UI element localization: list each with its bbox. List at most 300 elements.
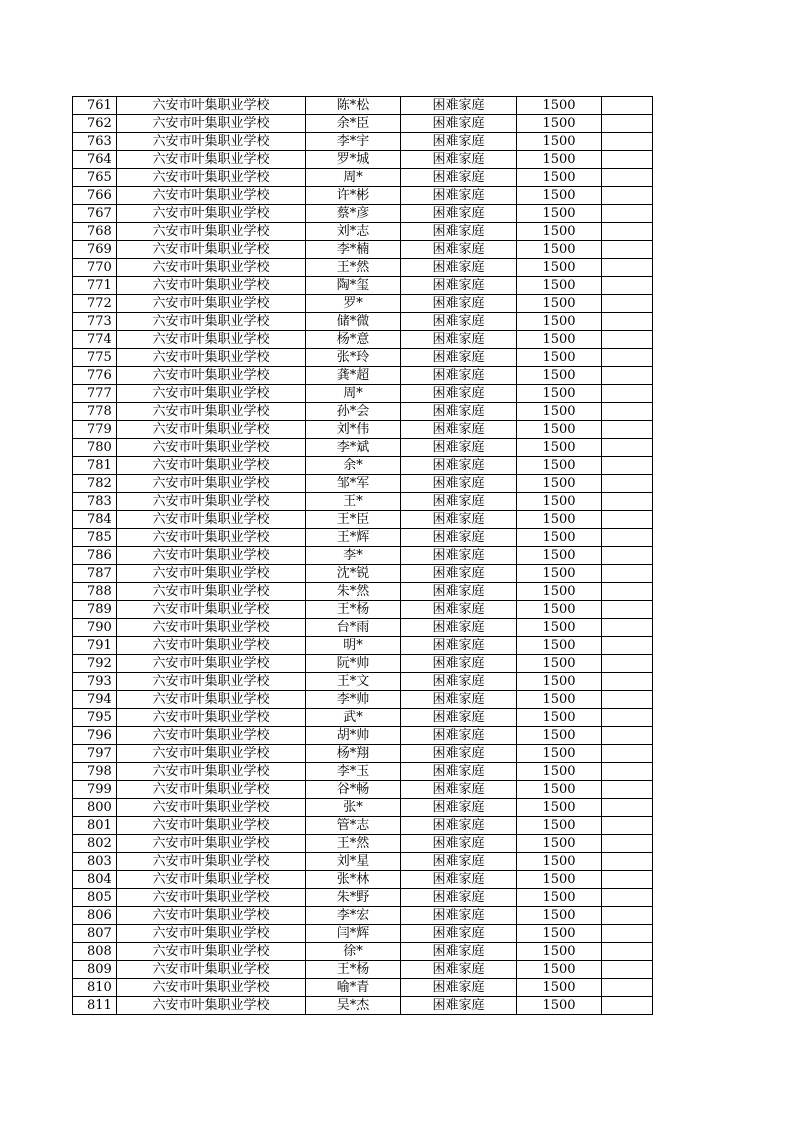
category-cell: 困难家庭 [401,151,517,169]
category-cell: 困难家庭 [401,817,517,835]
category-cell: 困难家庭 [401,529,517,547]
category-cell: 困难家庭 [401,979,517,997]
student-name-cell: 明* [306,637,401,655]
student-name-cell: 张* [306,799,401,817]
table-row [73,745,653,763]
school-cell: 六安市叶集职业学校 [117,763,306,781]
amount-cell: 1500 [517,367,602,385]
school-cell: 六安市叶集职业学校 [117,691,306,709]
category-cell: 困难家庭 [401,871,517,889]
school-cell: 六安市叶集职业学校 [117,799,306,817]
student-name-cell: 储*微 [306,313,401,331]
category-cell: 困难家庭 [401,277,517,295]
school-cell: 六安市叶集职业学校 [117,673,306,691]
amount-cell: 1500 [517,529,602,547]
student-name-cell: 胡*帅 [306,727,401,745]
table-row [73,475,653,493]
table-row [73,835,653,853]
note-cell [602,871,653,889]
student-name-cell: 陶*玺 [306,277,401,295]
row-number-cell: 796 [73,727,117,745]
category-cell: 困难家庭 [401,763,517,781]
table-row [73,853,653,871]
school-cell: 六安市叶集职业学校 [117,745,306,763]
table-row [73,709,653,727]
category-cell: 困难家庭 [401,205,517,223]
student-name-cell: 杨*翔 [306,745,401,763]
row-number-cell: 792 [73,655,117,673]
school-cell: 六安市叶集职业学校 [117,115,306,133]
category-cell: 困难家庭 [401,115,517,133]
row-number-cell: 766 [73,187,117,205]
student-name-cell: 王*辉 [306,529,401,547]
row-number-cell: 776 [73,367,117,385]
category-cell: 困难家庭 [401,853,517,871]
school-cell: 六安市叶集职业学校 [117,421,306,439]
row-number-cell: 808 [73,943,117,961]
school-cell: 六安市叶集职业学校 [117,403,306,421]
amount-cell: 1500 [517,493,602,511]
row-number-cell: 809 [73,961,117,979]
row-number-cell: 773 [73,313,117,331]
note-cell [602,385,653,403]
amount-cell: 1500 [517,241,602,259]
school-cell: 六安市叶集职业学校 [117,583,306,601]
school-cell: 六安市叶集职业学校 [117,619,306,637]
category-cell: 困难家庭 [401,421,517,439]
roster-body [73,97,653,1015]
note-cell [602,439,653,457]
note-cell [602,169,653,187]
student-name-cell: 武* [306,709,401,727]
note-cell [602,925,653,943]
table-row [73,817,653,835]
note-cell [602,151,653,169]
amount-cell: 1500 [517,709,602,727]
school-cell: 六安市叶集职业学校 [117,511,306,529]
row-number-cell: 811 [73,997,117,1015]
note-cell [602,259,653,277]
amount-cell: 1500 [517,475,602,493]
row-number-cell: 801 [73,817,117,835]
note-cell [602,619,653,637]
amount-cell: 1500 [517,151,602,169]
student-name-cell: 罗* [306,295,401,313]
school-cell: 六安市叶集职业学校 [117,529,306,547]
note-cell [602,493,653,511]
student-name-cell: 刘*星 [306,853,401,871]
note-cell [602,835,653,853]
amount-cell: 1500 [517,403,602,421]
school-cell: 六安市叶集职业学校 [117,169,306,187]
note-cell [602,799,653,817]
row-number-cell: 797 [73,745,117,763]
table-row [73,727,653,745]
amount-cell: 1500 [517,133,602,151]
student-name-cell: 陈*松 [306,97,401,115]
row-number-cell: 794 [73,691,117,709]
amount-cell: 1500 [517,349,602,367]
table-row [73,115,653,133]
table-row [73,979,653,997]
student-name-cell: 王*文 [306,673,401,691]
student-name-cell: 王*然 [306,835,401,853]
note-cell [602,97,653,115]
amount-cell: 1500 [517,601,602,619]
note-cell [602,853,653,871]
row-number-cell: 790 [73,619,117,637]
student-name-cell: 许*彬 [306,187,401,205]
row-number-cell: 785 [73,529,117,547]
amount-cell: 1500 [517,655,602,673]
category-cell: 困难家庭 [401,565,517,583]
student-name-cell: 李*玉 [306,763,401,781]
amount-cell: 1500 [517,943,602,961]
school-cell: 六安市叶集职业学校 [117,601,306,619]
category-cell: 困难家庭 [401,241,517,259]
row-number-cell: 787 [73,565,117,583]
student-name-cell: 邹*军 [306,475,401,493]
row-number-cell: 805 [73,889,117,907]
row-number-cell: 761 [73,97,117,115]
table-row [73,385,653,403]
category-cell: 困难家庭 [401,133,517,151]
note-cell [602,547,653,565]
student-name-cell: 朱*野 [306,889,401,907]
amount-cell: 1500 [517,925,602,943]
category-cell: 困难家庭 [401,799,517,817]
row-number-cell: 769 [73,241,117,259]
table-row [73,997,653,1015]
row-number-cell: 788 [73,583,117,601]
category-cell: 困难家庭 [401,745,517,763]
note-cell [602,295,653,313]
school-cell: 六安市叶集职业学校 [117,133,306,151]
category-cell: 困难家庭 [401,331,517,349]
category-cell: 困难家庭 [401,655,517,673]
student-name-cell: 李*帅 [306,691,401,709]
row-number-cell: 770 [73,259,117,277]
row-number-cell: 775 [73,349,117,367]
student-name-cell: 李*楠 [306,241,401,259]
school-cell: 六安市叶集职业学校 [117,727,306,745]
school-cell: 六安市叶集职业学校 [117,241,306,259]
row-number-cell: 782 [73,475,117,493]
amount-cell: 1500 [517,799,602,817]
school-cell: 六安市叶集职业学校 [117,295,306,313]
student-name-cell: 吴*杰 [306,997,401,1015]
roster-table [72,96,653,1015]
category-cell: 困难家庭 [401,223,517,241]
row-number-cell: 810 [73,979,117,997]
note-cell [602,475,653,493]
category-cell: 困难家庭 [401,637,517,655]
table-row [73,799,653,817]
student-name-cell: 罗*城 [306,151,401,169]
school-cell: 六安市叶集职业学校 [117,493,306,511]
amount-cell: 1500 [517,619,602,637]
table-row [73,529,653,547]
row-number-cell: 784 [73,511,117,529]
amount-cell: 1500 [517,565,602,583]
category-cell: 困难家庭 [401,781,517,799]
note-cell [602,349,653,367]
amount-cell: 1500 [517,979,602,997]
row-number-cell: 807 [73,925,117,943]
table-row [73,547,653,565]
category-cell: 困难家庭 [401,457,517,475]
row-number-cell: 774 [73,331,117,349]
student-name-cell: 喻*青 [306,979,401,997]
category-cell: 困难家庭 [401,439,517,457]
amount-cell: 1500 [517,817,602,835]
category-cell: 困难家庭 [401,97,517,115]
amount-cell: 1500 [517,583,602,601]
category-cell: 困难家庭 [401,727,517,745]
category-cell: 困难家庭 [401,601,517,619]
note-cell [602,187,653,205]
category-cell: 困难家庭 [401,313,517,331]
table-row [73,403,653,421]
school-cell: 六安市叶集职业学校 [117,709,306,727]
amount-cell: 1500 [517,277,602,295]
school-cell: 六安市叶集职业学校 [117,367,306,385]
row-number-cell: 779 [73,421,117,439]
note-cell [602,565,653,583]
table-row [73,367,653,385]
table-row [73,763,653,781]
amount-cell: 1500 [517,889,602,907]
row-number-cell: 800 [73,799,117,817]
school-cell: 六安市叶集职业学校 [117,961,306,979]
student-name-cell: 刘*志 [306,223,401,241]
row-number-cell: 786 [73,547,117,565]
school-cell: 六安市叶集职业学校 [117,385,306,403]
amount-cell: 1500 [517,457,602,475]
note-cell [602,205,653,223]
category-cell: 困难家庭 [401,889,517,907]
school-cell: 六安市叶集职业学校 [117,871,306,889]
amount-cell: 1500 [517,727,602,745]
row-number-cell: 789 [73,601,117,619]
school-cell: 六安市叶集职业学校 [117,925,306,943]
row-number-cell: 764 [73,151,117,169]
table-row [73,583,653,601]
table-row [73,871,653,889]
table-row [73,259,653,277]
student-name-cell: 孙*会 [306,403,401,421]
school-cell: 六安市叶集职业学校 [117,907,306,925]
category-cell: 困难家庭 [401,169,517,187]
category-cell: 困难家庭 [401,583,517,601]
student-name-cell: 沈*锐 [306,565,401,583]
amount-cell: 1500 [517,547,602,565]
amount-cell: 1500 [517,763,602,781]
student-name-cell: 周* [306,385,401,403]
table-row [73,169,653,187]
category-cell: 困难家庭 [401,475,517,493]
student-name-cell: 李*宇 [306,133,401,151]
table-row [73,961,653,979]
school-cell: 六安市叶集职业学校 [117,835,306,853]
table-row [73,205,653,223]
table-row [73,457,653,475]
note-cell [602,691,653,709]
amount-cell: 1500 [517,997,602,1015]
note-cell [602,529,653,547]
row-number-cell: 777 [73,385,117,403]
row-number-cell: 795 [73,709,117,727]
school-cell: 六安市叶集职业学校 [117,853,306,871]
amount-cell: 1500 [517,871,602,889]
note-cell [602,781,653,799]
amount-cell: 1500 [517,907,602,925]
student-name-cell: 王*臣 [306,511,401,529]
student-name-cell: 龚*超 [306,367,401,385]
amount-cell: 1500 [517,259,602,277]
amount-cell: 1500 [517,205,602,223]
note-cell [602,907,653,925]
table-row [73,223,653,241]
table-row [73,97,653,115]
note-cell [602,403,653,421]
school-cell: 六安市叶集职业学校 [117,817,306,835]
note-cell [602,421,653,439]
amount-cell: 1500 [517,97,602,115]
note-cell [602,223,653,241]
note-cell [602,277,653,295]
school-cell: 六安市叶集职业学校 [117,781,306,799]
amount-cell: 1500 [517,637,602,655]
category-cell: 困难家庭 [401,493,517,511]
student-name-cell: 余*臣 [306,115,401,133]
category-cell: 困难家庭 [401,943,517,961]
note-cell [602,331,653,349]
student-name-cell: 管*志 [306,817,401,835]
table-row [73,619,653,637]
student-name-cell: 周* [306,169,401,187]
row-number-cell: 802 [73,835,117,853]
category-cell: 困难家庭 [401,709,517,727]
category-cell: 困难家庭 [401,925,517,943]
amount-cell: 1500 [517,439,602,457]
category-cell: 困难家庭 [401,835,517,853]
category-cell: 困难家庭 [401,295,517,313]
student-name-cell: 张*玲 [306,349,401,367]
student-name-cell: 谷*畅 [306,781,401,799]
student-name-cell: 张*林 [306,871,401,889]
school-cell: 六安市叶集职业学校 [117,547,306,565]
row-number-cell: 781 [73,457,117,475]
school-cell: 六安市叶集职业学校 [117,439,306,457]
category-cell: 困难家庭 [401,961,517,979]
note-cell [602,763,653,781]
table-row [73,151,653,169]
table-row [73,637,653,655]
school-cell: 六安市叶集职业学校 [117,889,306,907]
table-row [73,655,653,673]
row-number-cell: 767 [73,205,117,223]
table-row [73,925,653,943]
school-cell: 六安市叶集职业学校 [117,943,306,961]
student-name-cell: 杨*意 [306,331,401,349]
student-name-cell: 朱*然 [306,583,401,601]
school-cell: 六安市叶集职业学校 [117,655,306,673]
amount-cell: 1500 [517,781,602,799]
table-row [73,493,653,511]
category-cell: 困难家庭 [401,187,517,205]
category-cell: 困难家庭 [401,997,517,1015]
row-number-cell: 803 [73,853,117,871]
row-number-cell: 772 [73,295,117,313]
student-name-cell: 王*杨 [306,961,401,979]
school-cell: 六安市叶集职业学校 [117,349,306,367]
table-row [73,691,653,709]
table-row [73,511,653,529]
amount-cell: 1500 [517,745,602,763]
school-cell: 六安市叶集职业学校 [117,331,306,349]
amount-cell: 1500 [517,673,602,691]
amount-cell: 1500 [517,421,602,439]
note-cell [602,115,653,133]
note-cell [602,673,653,691]
student-name-cell: 王*然 [306,259,401,277]
category-cell: 困难家庭 [401,673,517,691]
amount-cell: 1500 [517,331,602,349]
note-cell [602,313,653,331]
category-cell: 困难家庭 [401,349,517,367]
amount-cell: 1500 [517,115,602,133]
amount-cell: 1500 [517,187,602,205]
table-row [73,565,653,583]
student-name-cell: 王* [306,493,401,511]
amount-cell: 1500 [517,385,602,403]
row-number-cell: 806 [73,907,117,925]
row-number-cell: 780 [73,439,117,457]
table-row [73,187,653,205]
category-cell: 困难家庭 [401,385,517,403]
student-name-cell: 李*宏 [306,907,401,925]
school-cell: 六安市叶集职业学校 [117,979,306,997]
school-cell: 六安市叶集职业学校 [117,457,306,475]
note-cell [602,511,653,529]
table-row [73,133,653,151]
note-cell [602,457,653,475]
row-number-cell: 798 [73,763,117,781]
row-number-cell: 768 [73,223,117,241]
row-number-cell: 804 [73,871,117,889]
row-number-cell: 762 [73,115,117,133]
category-cell: 困难家庭 [401,907,517,925]
note-cell [602,709,653,727]
note-cell [602,817,653,835]
note-cell [602,133,653,151]
school-cell: 六安市叶集职业学校 [117,205,306,223]
note-cell [602,745,653,763]
student-name-cell: 李*斌 [306,439,401,457]
note-cell [602,367,653,385]
category-cell: 困难家庭 [401,619,517,637]
amount-cell: 1500 [517,835,602,853]
row-number-cell: 791 [73,637,117,655]
row-number-cell: 778 [73,403,117,421]
student-name-cell: 阮*帅 [306,655,401,673]
note-cell [602,961,653,979]
table-row [73,313,653,331]
school-cell: 六安市叶集职业学校 [117,313,306,331]
amount-cell: 1500 [517,295,602,313]
note-cell [602,655,653,673]
